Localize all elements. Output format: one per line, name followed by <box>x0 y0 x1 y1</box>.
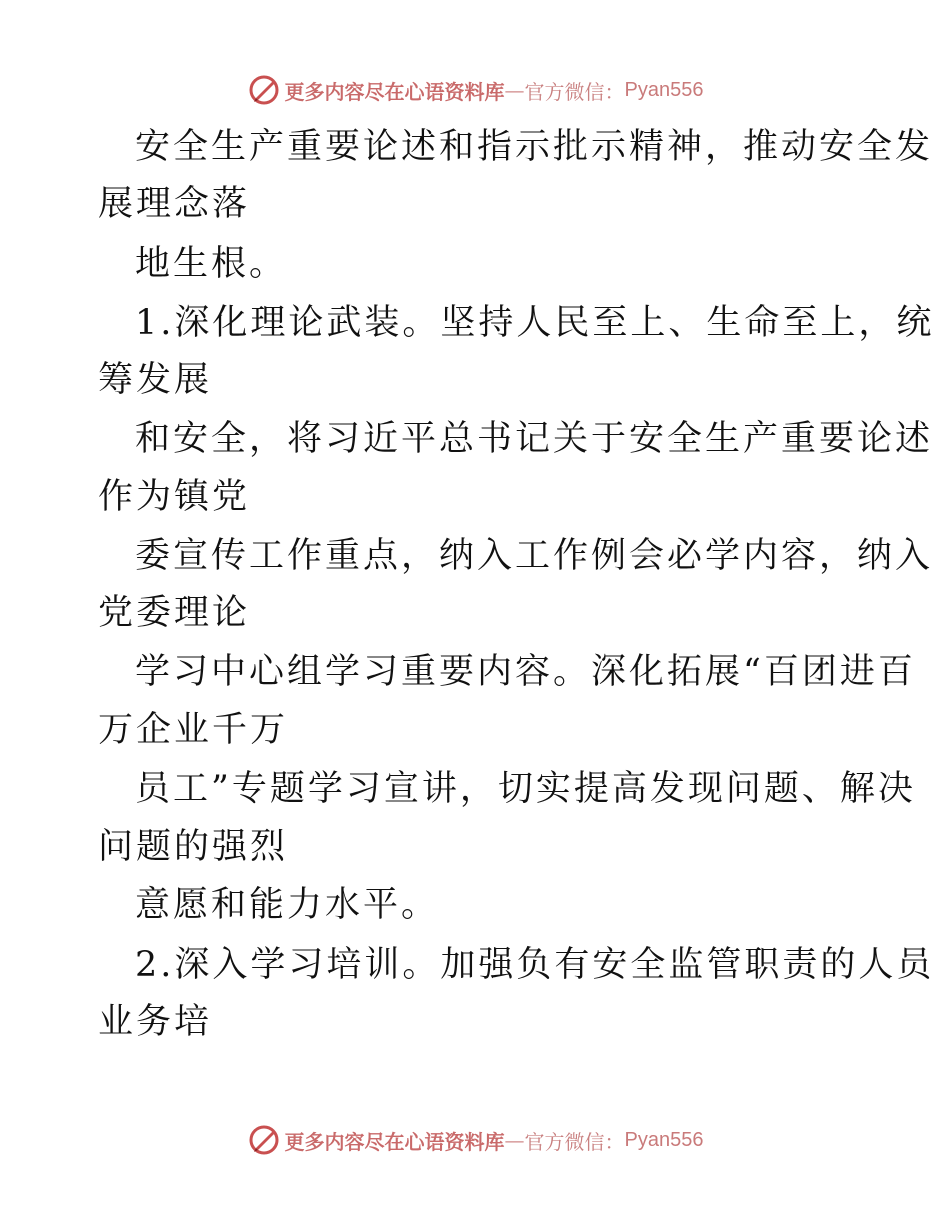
text-line-content: 学习中心组学习重要内容。深化拓展“百团进百 <box>135 652 916 692</box>
text-line-content: 万企业千万 <box>98 710 289 750</box>
pen-logo-icon <box>247 73 281 107</box>
text-line <box>0 880 950 930</box>
text-line-content: 意愿和能力水平。 <box>135 885 440 925</box>
text-line <box>0 531 950 581</box>
text-line <box>0 239 950 289</box>
text-line <box>0 472 950 522</box>
text-line-content: 委宣传工作重点，纳入工作例会必学内容，纳入 <box>135 536 934 576</box>
banner-title: 更多内容尽在心语资料库 <box>284 1129 505 1154</box>
pen-logo-icon <box>247 1123 281 1157</box>
text-line <box>0 588 950 638</box>
text-line <box>0 705 950 755</box>
text-line <box>0 355 950 405</box>
text-line <box>0 122 950 172</box>
text-line-content: 和安全，将习近平总书记关于安全生产重要论述 <box>135 419 934 459</box>
text-line-content: 问题的强烈 <box>98 827 289 867</box>
text-line <box>0 414 950 464</box>
banner-title: 更多内容尽在心语资料库 <box>284 79 505 104</box>
banner-wechat-id: Pyan556 <box>624 78 704 101</box>
text-line-content: 2.深入学习培训。加强负有安全监管职责的人员 <box>135 945 935 985</box>
text-line <box>0 940 950 990</box>
text-line <box>0 997 950 1047</box>
text-line <box>0 764 950 814</box>
text-line <box>0 647 950 697</box>
banner-wechat-label: 官方微信： <box>524 1129 625 1154</box>
text-line-content: 展理念落 <box>98 184 251 224</box>
text-line-content: 党委理论 <box>98 593 251 633</box>
text-line-content: 员工”专题学习宣讲，切实提高发现问题、解决 <box>135 769 916 809</box>
text-line <box>0 179 950 229</box>
text-line <box>0 822 950 872</box>
text-line-content: 筹发展 <box>98 360 213 400</box>
footer-banner <box>0 1120 950 1160</box>
text-line-content: 地生根。 <box>135 244 288 284</box>
banner-separator: — <box>504 78 525 102</box>
text-line-content: 作为镇党 <box>98 477 251 517</box>
text-line-content: 安全生产重要论述和指示批示精神，推动安全发 <box>135 127 934 167</box>
banner-separator: — <box>504 1128 525 1152</box>
header-banner <box>0 70 950 110</box>
text-line <box>0 298 950 348</box>
text-line-content: 1.深化理论武装。坚持人民至上、生命至上，统 <box>135 303 935 343</box>
banner-wechat-id: Pyan556 <box>624 1128 704 1151</box>
text-line-content: 业务培 <box>98 1002 213 1042</box>
banner-wechat-label: 官方微信： <box>524 79 625 104</box>
